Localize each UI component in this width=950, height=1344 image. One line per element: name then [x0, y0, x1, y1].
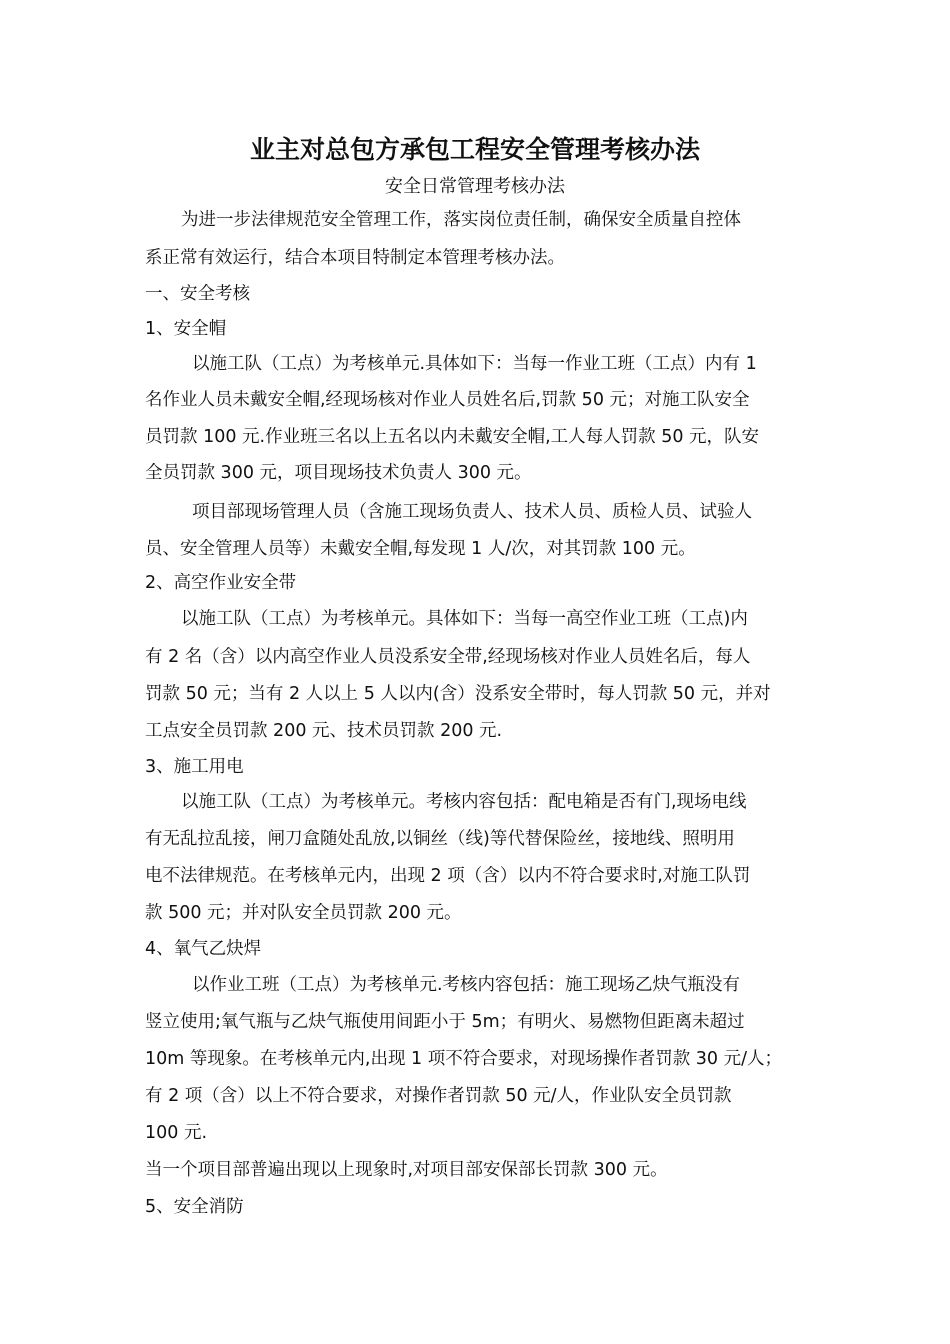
item-heading: 4、氧气乙炔焊 — [145, 939, 262, 959]
note-line: 当一个项目部普遍出现以上现象时,对项目部安保部长罚款 300 元。 — [145, 1160, 668, 1180]
paragraph-line: 款 500 元；并对队安全员罚款 200 元。 — [145, 903, 462, 923]
paragraph-line: 项目部现场管理人员（含施工现场负责人、技术人员、质检人员、试验人 — [192, 502, 752, 522]
paragraph-line: 100 元. — [145, 1123, 208, 1143]
paragraph-line: 员、安全管理人员等）未戴安全帽,每发现 1 人/次，对其罚款 100 元。 — [145, 539, 696, 559]
document-title: 业主对总包方承包工程安全管理考核办法 — [249, 135, 700, 164]
paragraph-line: 有 2 项（含）以上不符合要求，对操作者罚款 50 元/人，作业队安全员罚款 — [145, 1086, 732, 1106]
paragraph-line: 名作业人员未戴安全帽,经现场核对作业人员姓名后,罚款 50 元；对施工队安全 — [145, 390, 750, 410]
paragraph-line: 电不法律规范。在考核单元内，出现 2 项（含）以内不符合要求时,对施工队罚 — [145, 866, 751, 886]
paragraph-line: 员罚款 100 元.作业班三名以上五名以内未戴安全帽,工人每人罚款 50 元，队安 — [145, 427, 760, 447]
paragraph-line: 以作业工班（工点）为考核单元.考核内容包括：施工现场乙炔气瓶没有 — [192, 975, 741, 995]
item-heading: 5、安全消防 — [145, 1197, 244, 1217]
paragraph-line: 竖立使用;氧气瓶与乙炔气瓶使用间距小于 5m；有明火、易燃物但距离未超过 — [145, 1012, 745, 1032]
intro-line: 系正常有效运行，结合本项目特制定本管理考核办法。 — [145, 248, 565, 268]
paragraph-line: 工点安全员罚款 200 元、技术员罚款 200 元. — [145, 721, 503, 741]
section-heading: 一、安全考核 — [145, 284, 250, 304]
paragraph-line: 全员罚款 300 元，项目现场技术负责人 300 元。 — [145, 463, 532, 483]
paragraph-line: 有无乱拉乱接，闸刀盒随处乱放,以铜丝（线)等代替保险丝，接地线、照明用 — [145, 829, 735, 849]
intro-line: 为进一步法律规范安全管理工作，落实岗位责任制，确保安全质量自控体 — [181, 210, 741, 230]
document-subtitle: 安全日常管理考核办法 — [385, 176, 565, 197]
item-heading: 1、安全帽 — [145, 319, 227, 339]
paragraph-line: 10m 等现象。在考核单元内,出现 1 项不符合要求，对现场操作者罚款 30 元/人； — [145, 1049, 782, 1069]
item-heading: 3、施工用电 — [145, 757, 244, 777]
paragraph-line: 有 2 名（含）以内高空作业人员没系安全带,经现场核对作业人员姓名后，每人 — [145, 647, 751, 667]
item-heading: 2、高空作业安全带 — [145, 573, 297, 593]
paragraph-line: 以施工队（工点）为考核单元。具体如下：当每一高空作业工班（工点)内 — [181, 609, 748, 629]
paragraph-line: 罚款 50 元；当有 2 人以上 5 人以内(含）没系安全带时，每人罚款 50 元，并对 — [145, 684, 771, 704]
paragraph-line: 以施工队（工点）为考核单元.具体如下：当每一作业工班（工点）内有 1 — [192, 354, 757, 374]
paragraph-line: 以施工队（工点）为考核单元。考核内容包括：配电箱是否有门,现场电线 — [181, 792, 747, 812]
